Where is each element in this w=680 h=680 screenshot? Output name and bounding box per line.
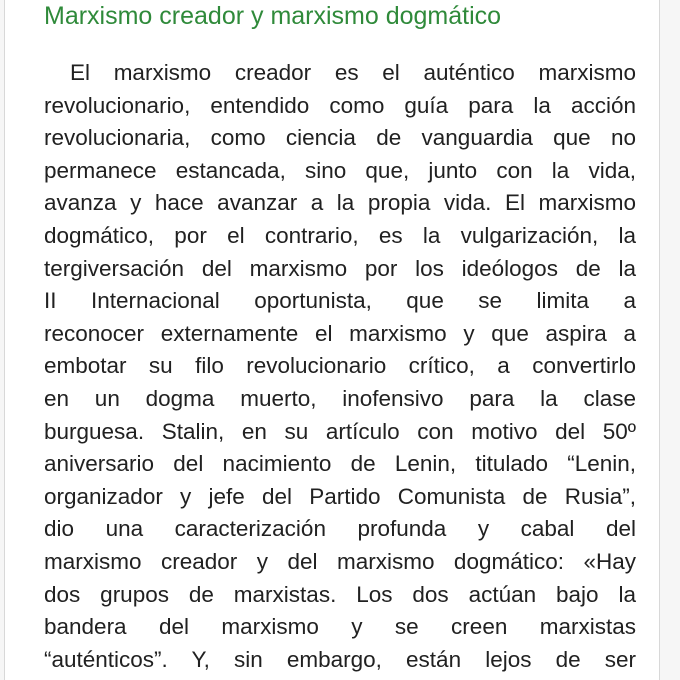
- paragraph-line: revolucionaria, como ciencia de vanguardia que no: [44, 125, 636, 151]
- section-title: Marxismo creador y marxismo dogmático: [44, 2, 502, 30]
- paragraph-line: dogmático, por el contrario, es la vulgarización, la: [44, 222, 636, 248]
- paragraph-line: en un dogma muerto, inofensivo para la clase: [44, 385, 636, 411]
- paragraph-line: El marxismo creador es el auténtico marxismo: [70, 60, 636, 85]
- right-scroll-edge: [659, 0, 680, 680]
- paragraph-line: aniversario del nacimiento de Lenin, titulado “Lenin,: [44, 451, 636, 477]
- paragraph-line: revolucionario, entendido como guía para la acción: [44, 92, 636, 118]
- paragraph-line: burguesa. Stalin, en su artículo con motivo del 50º: [44, 418, 636, 444]
- paragraph-line: II Internacional oportunista, que se limita a: [44, 288, 636, 314]
- paragraph-line: marxismo creador y del marxismo dogmático: «Hay: [44, 548, 636, 574]
- paragraph-line: avanza y hace avanzar a la propia vida. El marxismo: [44, 190, 636, 216]
- paragraph-line: bandera del marxismo y se creen marxistas: [44, 614, 636, 640]
- paragraph-line: embotar su filo revolucionario crítico, a convertirlo: [44, 353, 636, 379]
- paragraph-line: organizador y jefe del Partido Comunista de Rusia”,: [44, 483, 636, 509]
- body-paragraph: [44, 57, 636, 676]
- paragraph-line: tergiversación del marxismo por los ideólogos de la: [44, 255, 636, 281]
- paragraph-line: permanece estancada, sino que, junto con la vida,: [44, 157, 636, 183]
- paragraph-line: dos grupos de marxistas. Los dos actúan bajo la: [44, 581, 636, 607]
- left-border: [0, 0, 5, 680]
- paragraph-line: reconocer externamente el marxismo y que aspira a: [44, 320, 636, 346]
- paragraph-line: “auténticos”. Y, sin embargo, están lejos de ser: [44, 646, 636, 672]
- paragraph-line: dio una caracterización profunda y cabal del: [44, 516, 636, 542]
